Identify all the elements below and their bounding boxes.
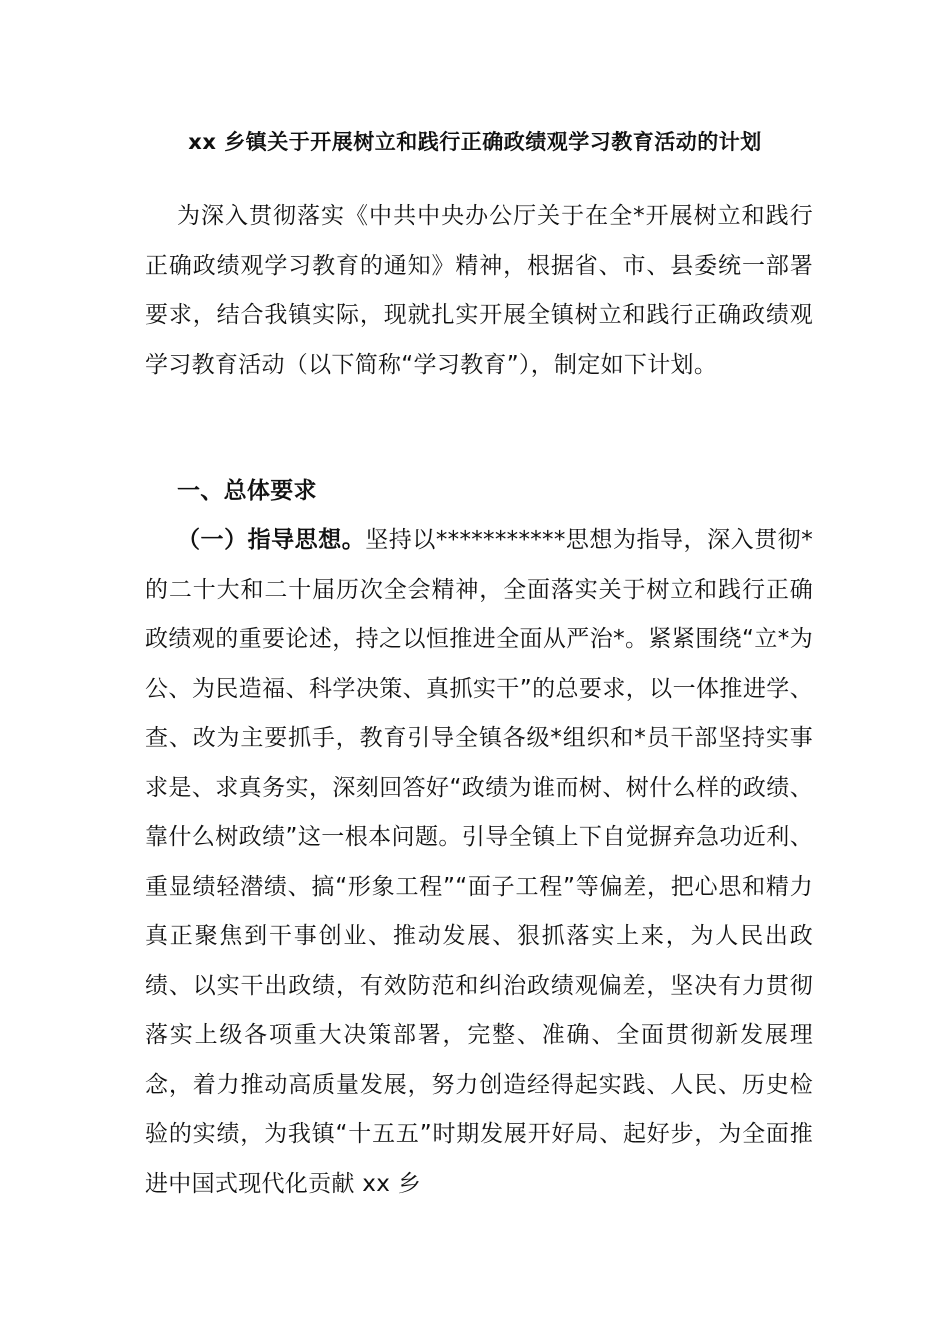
section-heading: 一、总体要求 <box>177 478 317 504</box>
subsection-text: 坚持以***********思想为指导，深入贯彻*的二十大和二十届历次全会精神，全面落实关于树立和践行正确政绩观的重要论述，持之以恒推进全面从严治*。紧紧围绕“立*为公、为民造福、科学决策、真抓实干”的总要求，以一体推进学、查、改为主要抓手，教育引导全镇各级*组织和*员干部坚持实事求是、求真务实，深刻回答好“政绩为谁而树、树什么样的政绩、靠什么树政绩”这一根本问题。引导全镇上下自觉摒弃急功近利、重显绩轻潜绩、搞“形象工程”“面子工程”等偏差，把心思和精力真正聚焦到干事创业、推动发展、狠抓落实上来，为人民出政绩、以实干出政绩，有效防范和纠治政绩观偏差，坚决有力贯彻落实上级各项重大决策部署，完整、准确、全面贯彻新发展理念，着力推动高质量发展，努力创造经得起实践、人民、历史检验的实绩，为我镇“十五五”时期发展开好局、起好步，为全面推进中国式现代化贡献 xx 乡 <box>145 527 814 1197</box>
guiding-ideology-paragraph <box>145 516 813 1209</box>
intro-paragraph: 为深入贯彻落实《中共中央办公厅关于在全*开展树立和践行正确政绩观学习教育的通知》精神，根据省、市、县委统一部署要求，结合我镇实际，现就扎实开展全镇树立和践行正确政绩观学习教育活动（以下简称“学习教育”），制定如下计划。 <box>145 203 813 378</box>
document-title: xx 乡镇关于开展树立和践行正确政绩观学习教育活动的计划 <box>188 130 762 154</box>
subsection-lead: （一）指导思想。 <box>177 527 366 553</box>
